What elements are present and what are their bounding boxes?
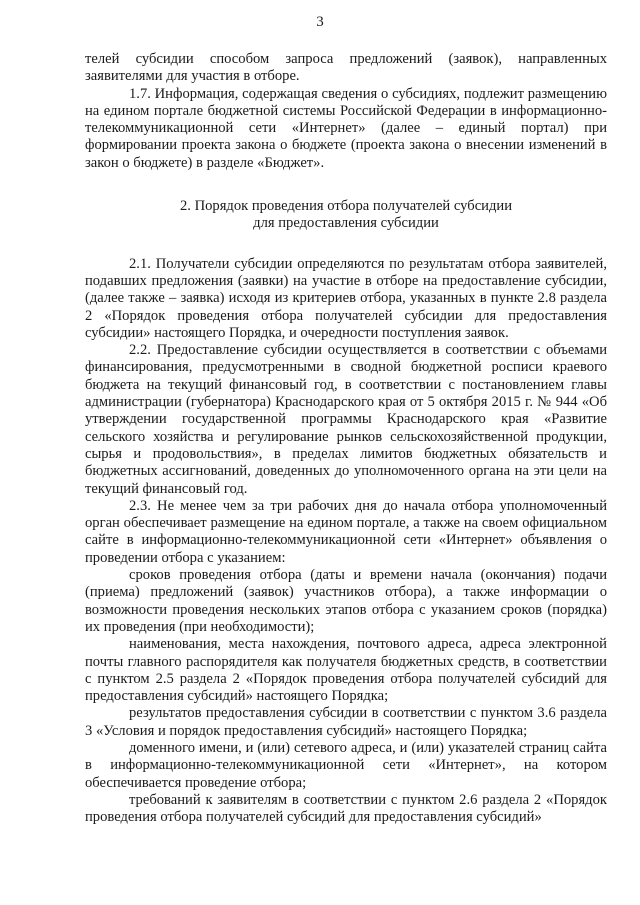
section-heading-line-1: 2. Порядок проведения отбора получателей субсидии — [179, 198, 513, 215]
list-item-domain: доменного имени, и (или) сетевого адреса, и (или) указателей страниц сайта в информационно-телекоммуникационной сети «Интернет», на котором обеспечивается проведение отбора; — [85, 739, 607, 791]
paragraph-2-2: 2.2. Предоставление субсидии осуществляется в соответствии с объемами финансирования, предусмотренными в сводной бюджетной росписи краевого бюджета на текущий финансовый год, в соответствии с постановлением главы администрации (губернатора) Краснодарского края от 5 октября 2015 г. № 944 «Об утверждении государственной программы Краснодарского края «Развитие сельского хозяйства и регулирование рынков сельскохозяйственной продукции, сырья и продовольствия», в пределах лимитов бюджетных обязательств и бюджетных ассигнований, доведенных до уполномоченного органа на эти цели на текущий финансовый год. — [85, 342, 607, 497]
paragraph-continuation: телей субсидии способом запроса предложений (заявок), направленных заявителями для участия в отборе. — [85, 51, 607, 85]
document-body — [85, 51, 607, 826]
paragraph-1-7: 1.7. Информация, содержащая сведения о субсидиях, подлежит размещению на едином портале бюджетной системы Российской Федерации в информационно-телекоммуникационной сети «Интернет» (далее – единый портал) при формировании проекта закона о бюджете (проекта закона о внесении изменений в закон о бюджете) в разделе «Бюджет». — [85, 85, 607, 171]
list-item-requirements: требований к заявителям в соответствии с пунктом 2.6 раздела 2 «Порядок проведения отбора получателей субсидий для предоставления субсидий» — [85, 791, 607, 826]
list-item-address: наименования, места нахождения, почтового адреса, адреса электронной почты главного распорядителя как получателя бюджетных средств, в соответствии с пунктом 2.5 раздела 2 «Порядок проведения отбора получателей субсидий для предоставления субсидий» настоящего Порядка; — [85, 636, 607, 705]
paragraph-2-1: 2.1. Получатели субсидии определяются по результатам отбора заявителей, подавших предложения (заявки) на участие в отборе на предоставление субсидии, (далее также – заявка) исходя из критериев отбора, указанных в пункте 2.8 раздела 2 «Порядок проведения отбора получателей субсидии для предоставления субсидии» настоящего Порядка, и очередности поступления заявок. — [85, 255, 607, 341]
page-number: 3 — [316, 14, 324, 30]
paragraph-2-3: 2.3. Не менее чем за три рабочих дня до начала отбора уполномоченный орган обеспечивает размещение на едином портале, а также на своем официальном сайте в информационно-телекоммуникационной сети «Интернет» объявления о проведении отбора с указанием: — [85, 497, 607, 566]
section-heading-line-2: для предоставления субсидии — [253, 215, 439, 232]
list-item-results: результатов предоставления субсидии в соответствии с пунктом 3.6 раздела 3 «Условия и порядок предоставления субсидий» настоящего Порядка; — [85, 705, 607, 739]
list-item-deadlines: сроков проведения отбора (даты и времени начала (окончания) подачи (приема) предложений (заявок) участников отбора), а также информации о возможности проведения нескольких этапов отбора с указанием сроков (порядка) их проведения (при необходимости); — [85, 567, 607, 635]
section-heading — [85, 198, 607, 233]
